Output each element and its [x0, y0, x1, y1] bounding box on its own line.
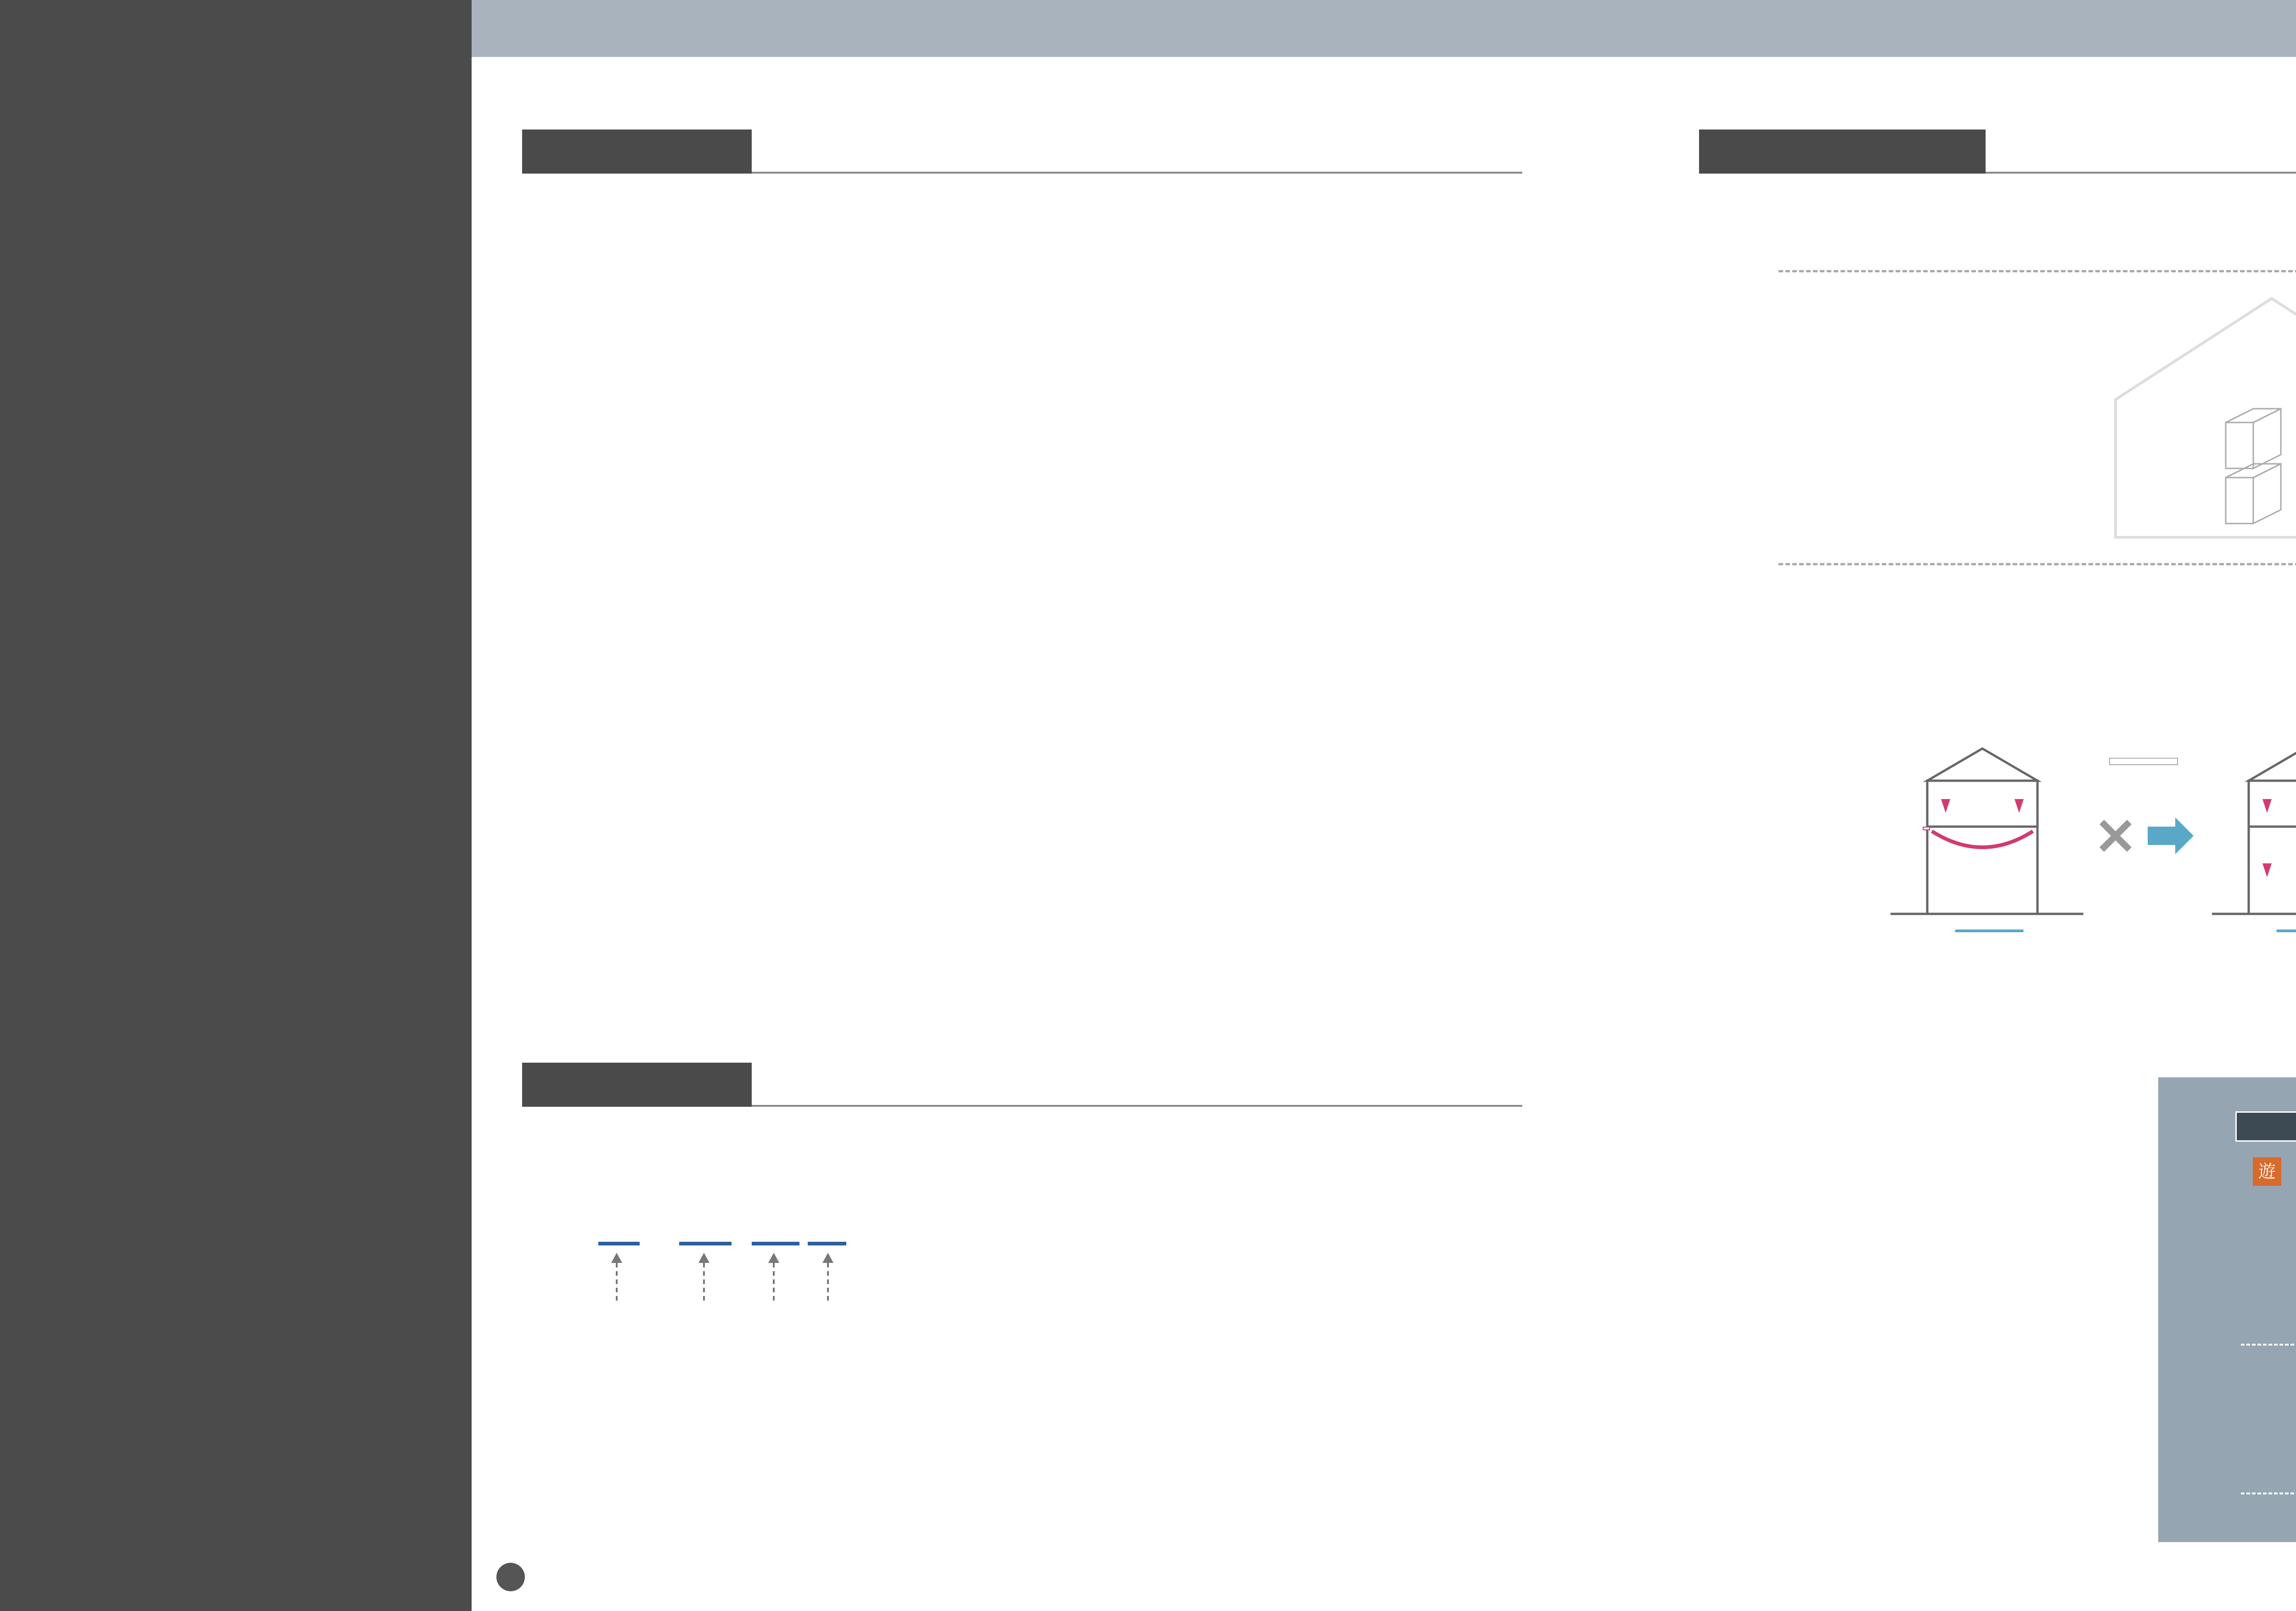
plan-matrix-title	[522, 130, 752, 174]
top-banner	[472, 0, 2296, 57]
beam-note	[1923, 827, 1930, 830]
good-section-label	[2276, 929, 2296, 932]
company-logo: 遊	[2253, 1157, 2281, 1186]
about-heading	[522, 1063, 1522, 1107]
about-title	[522, 1063, 752, 1107]
house-illustration	[2097, 285, 2296, 542]
block-plan-heading	[1699, 130, 2296, 174]
plan-code-arrows	[594, 1240, 851, 1304]
plan-matrix-heading	[522, 130, 1522, 174]
credit-title	[2235, 1111, 2296, 1142]
magazine-spread	[472, 0, 2296, 1611]
page-number-left	[496, 1563, 525, 1591]
block-plan-title	[1699, 130, 1986, 174]
force-note	[2109, 758, 2178, 765]
bad-section-label	[1955, 929, 2024, 932]
structure-diagram	[1872, 744, 2296, 946]
credit-box	[2158, 1077, 2296, 1542]
